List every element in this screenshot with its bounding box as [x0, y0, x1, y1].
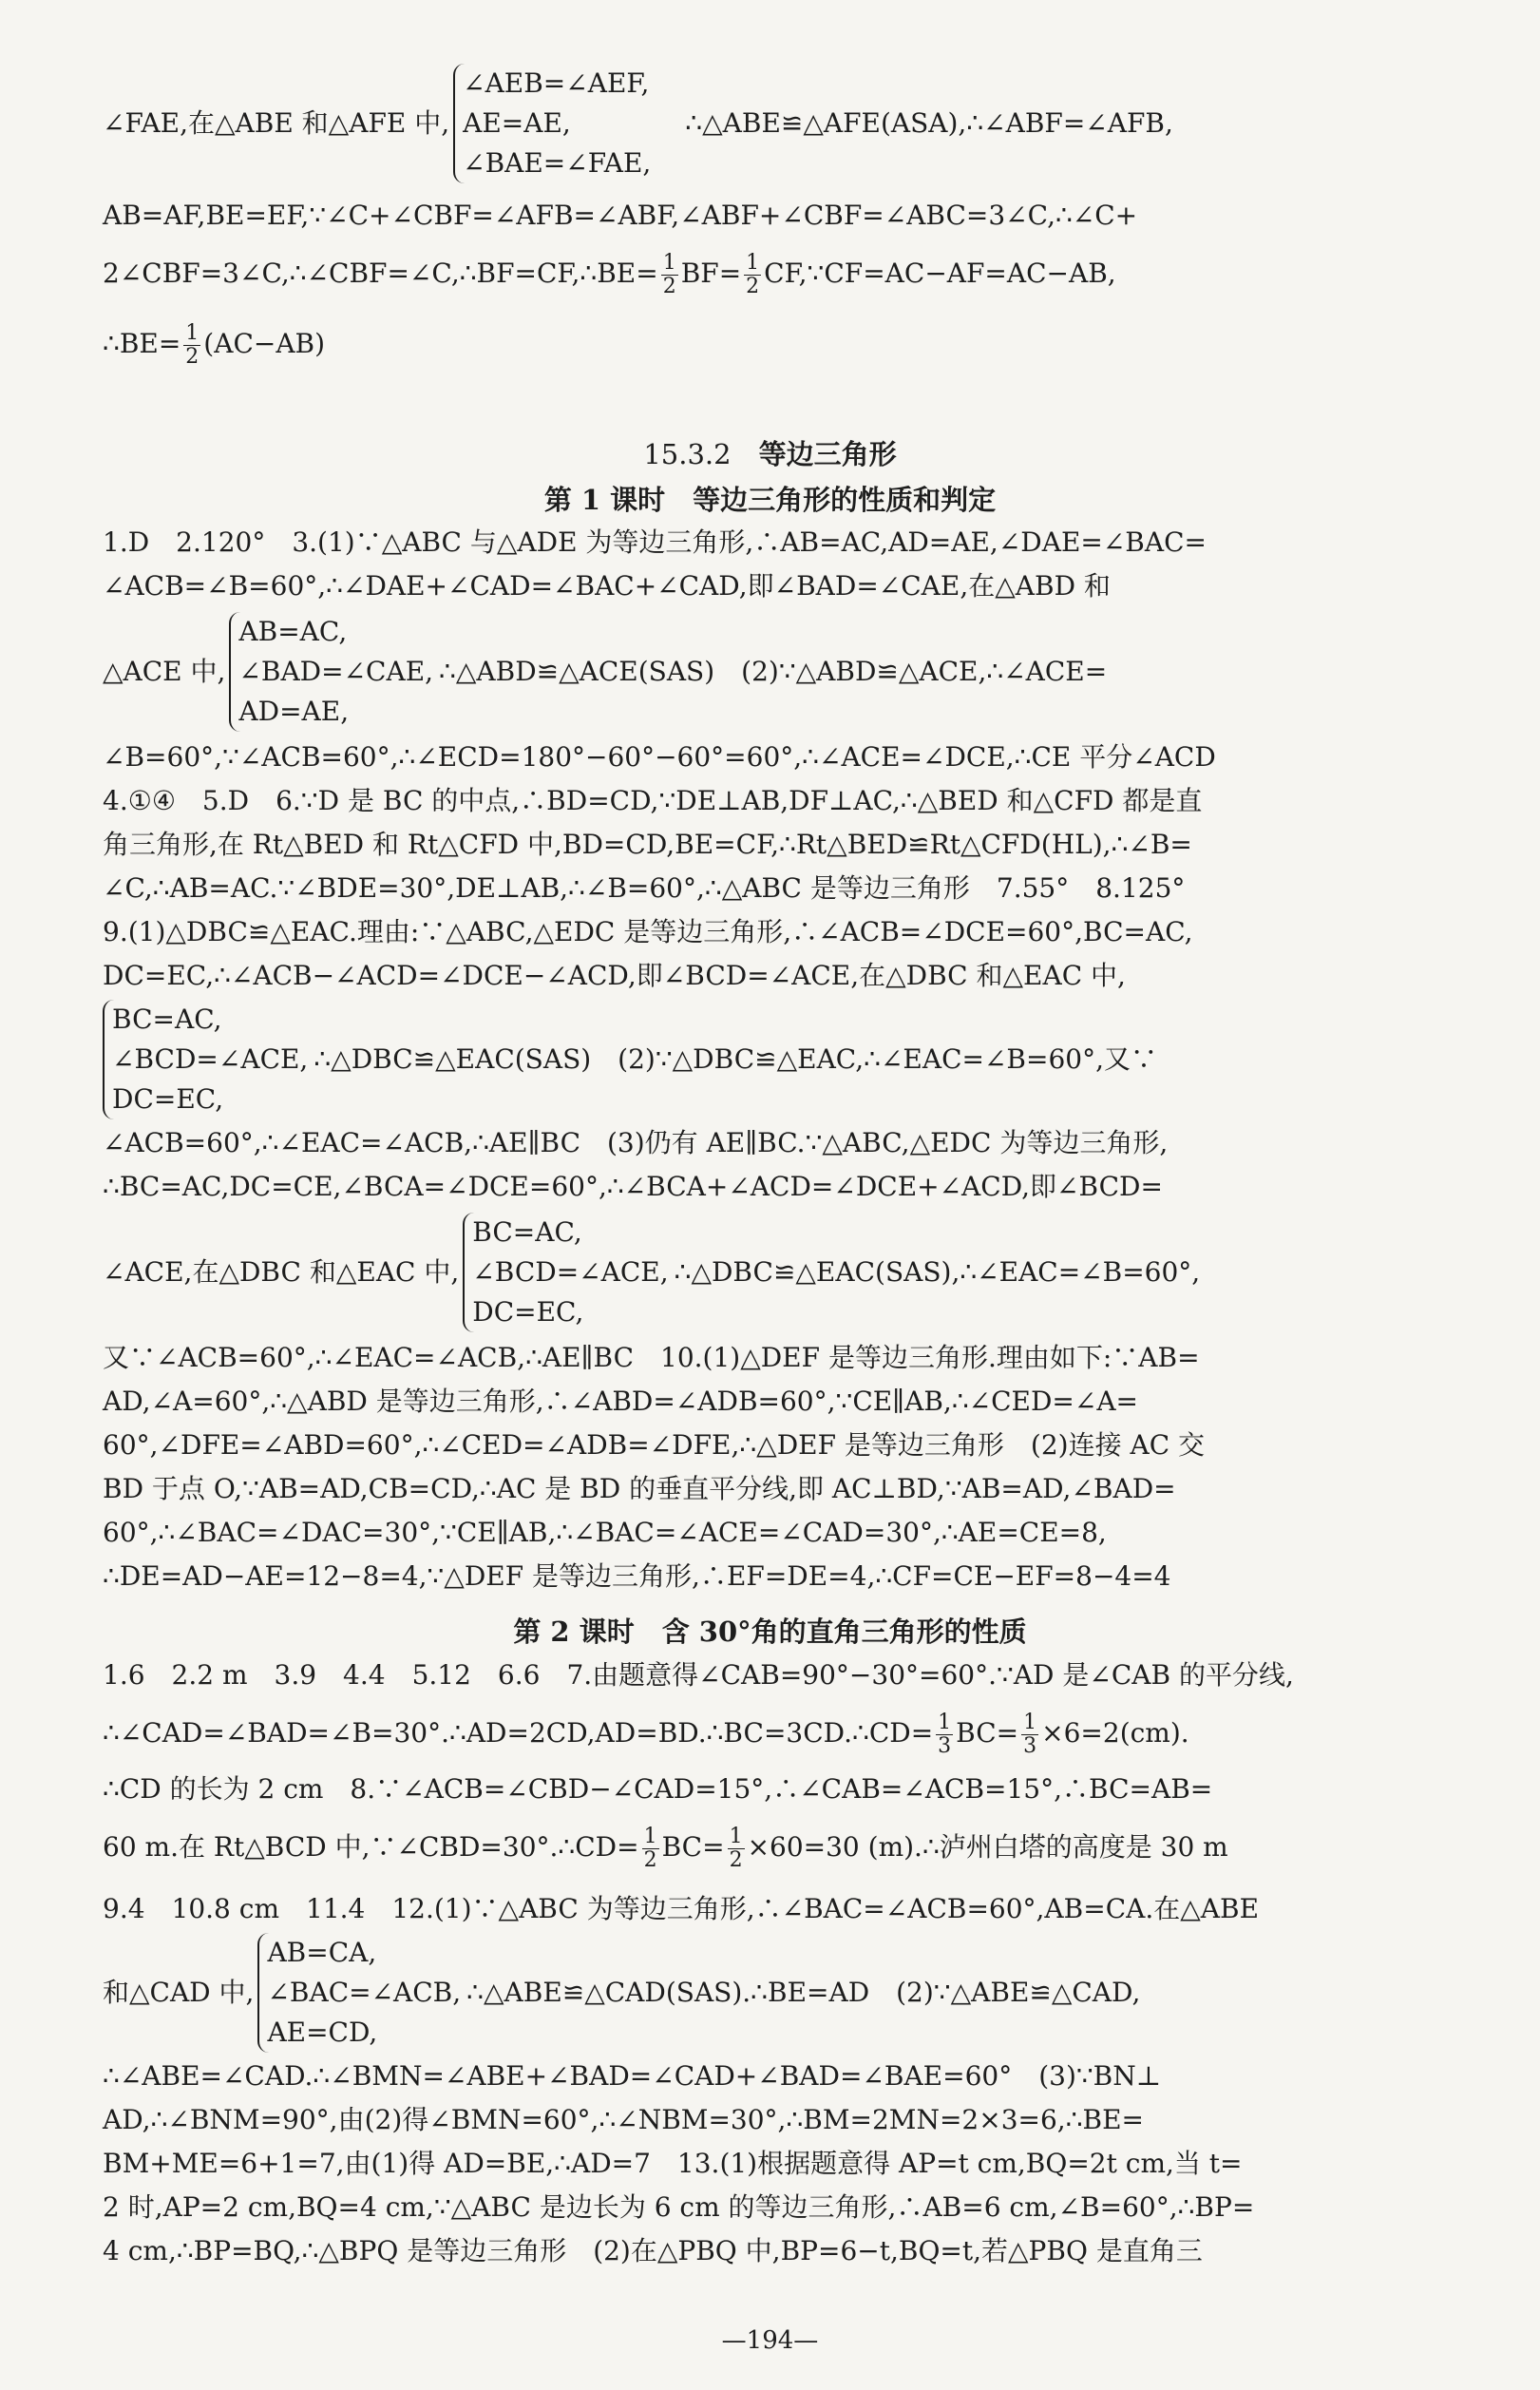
equation-system — [463, 1213, 668, 1332]
line-top-4 — [103, 315, 1433, 373]
fraction-numerator: 1 — [746, 251, 760, 275]
fraction-denominator: 3 — [1023, 1734, 1037, 1758]
equation: AE=CD, — [267, 2017, 378, 2048]
equation-system — [229, 612, 433, 732]
answer-line: 9.(1)△DBC≌△EAC.理由:∵△ABC,△EDC 是等边三角形,∴∠ACB=∠DCE=60°,BC=AC, — [103, 916, 1193, 947]
equation-system — [257, 1933, 461, 2053]
fraction-denominator: 2 — [746, 275, 760, 298]
fraction-numerator: 1 — [662, 251, 676, 275]
answer-line — [103, 1705, 1433, 1762]
answer-line: AD,∴∠BNM=90°,由(2)得∠BMN=60°,∴∠NBM=30°,∴BM=2MN=2×3=6,∴BE= — [103, 2104, 1144, 2135]
text: BC= — [661, 1831, 725, 1863]
fraction — [1021, 1711, 1038, 1758]
line-top-3 — [103, 245, 1433, 302]
equation: ∠BAC=∠ACB, — [267, 1977, 462, 2008]
text: ∴△ABE≌△CAD(SAS).∴BE=AD (2)∵△ABE≌△CAD, — [466, 1977, 1141, 2008]
answer-line — [103, 1931, 1433, 2055]
text: ∴△DBC≌△EAC(SAS) (2)∵△DBC≌△EAC,∴∠EAC=∠B=60°,又∵ — [314, 1043, 1157, 1075]
line-top-2: AB=AF,BE=EF,∵∠C+∠CBF=∠AFB=∠ABF,∠ABF+∠CBF=∠ABC=3∠C,∴∠C+ — [103, 200, 1138, 231]
equation: AD=AE, — [238, 696, 350, 727]
text: (AC−AB) — [203, 328, 326, 359]
answer-line: AD,∠A=60°,∴△ABD 是等边三角形,∴∠ABD=∠ADB=60°,∵CE∥AB,∴∠CED=∠A= — [103, 1386, 1139, 1417]
answer-line: ∠ACB=∠B=60°,∴∠DAE+∠CAD=∠BAC+∠CAD,即∠BAD=∠CAE,在△ABD 和 — [103, 570, 1111, 602]
equation: AB=CA, — [267, 1937, 377, 1968]
answer-line: 60°,∠DFE=∠ABD=60°,∴∠CED=∠ADB=∠DFE,∴△DEF 是等边三角形 (2)连接 AC 交 — [103, 1429, 1206, 1461]
equation: BC=AC, — [112, 1004, 222, 1035]
text: CF,∵CF=AC−AF=AC−AB, — [764, 258, 1116, 289]
answer-line: 又∵∠ACB=60°,∴∠EAC=∠ACB,∴AE∥BC 10.(1)△DEF 是等边三角形.理由如下:∵AB= — [103, 1342, 1200, 1373]
fraction-denominator: 2 — [643, 1848, 657, 1872]
answer-line: 1.D 2.120° 3.(1)∵△ABC 与△ADE 为等边三角形,∴AB=AC,AD=AE,∠DAE=∠BAC= — [103, 526, 1207, 558]
answer-line: DC=EC,∴∠ACB−∠ACD=∠DCE−∠ACD,即∠BCD=∠ACE,在△DBC 和△EAC 中, — [103, 960, 1126, 991]
fraction-numerator: 1 — [643, 1825, 657, 1848]
equation: DC=EC, — [472, 1296, 584, 1328]
lesson1-heading: 第 1 课时 等边三角形的性质和判定 — [543, 484, 997, 516]
answer-line: 60°,∴∠BAC=∠DAC=30°,∵CE∥AB,∴∠BAC=∠ACE=∠CAD=30°,∴AE=CE=8, — [103, 1517, 1107, 1548]
text: ∴△ABE≌△AFE(ASA),∴∠ABF=∠AFB, — [685, 107, 1173, 139]
text: △ACE 中, — [103, 656, 226, 687]
section-number: 15.3.2 — [643, 438, 732, 470]
text: 2∠CBF=3∠C,∴∠CBF=∠C,∴BF=CF,∴BE= — [103, 258, 658, 289]
equation: AE=AE, — [463, 107, 571, 139]
section-heading — [0, 433, 1540, 472]
fraction — [661, 252, 678, 298]
fraction — [728, 1826, 745, 1872]
text: ∴∠CAD=∠BAD=∠B=30°.∴AD=2CD,AD=BD.∴BC=3CD.∴CD= — [103, 1717, 934, 1749]
answer-line: 2 时,AP=2 cm,BQ=4 cm,∵△ABC 是边长为 6 cm 的等边三角形,∴AB=6 cm,∠B=60°,∴BP= — [103, 2191, 1255, 2223]
fraction-numerator: 1 — [938, 1711, 952, 1734]
answer-line — [103, 1819, 1433, 1876]
answer-line — [103, 608, 1433, 736]
equation: DC=EC, — [112, 1083, 224, 1115]
text: 60 m.在 Rt△BCD 中,∵∠CBD=30°.∴CD= — [103, 1831, 639, 1863]
answer-line: 1.6 2.2 m 3.9 4.4 5.12 6.6 7.由题意得∠CAB=90°−30°=60°.∵AD 是∠CAB 的平分线, — [103, 1659, 1294, 1691]
answer-line — [103, 998, 1433, 1121]
lesson1-block — [103, 521, 1433, 1598]
text: ∴BE= — [103, 328, 181, 359]
fraction-numerator: 1 — [729, 1825, 743, 1848]
text: ∴△ABD≌△ACE(SAS) (2)∵△ABD≌△ACE,∴∠ACE= — [439, 656, 1108, 687]
answer-line: ∠C,∴AB=AC.∵∠BDE=30°,DE⊥AB,∴∠B=60°,∴△ABC 是等边三角形 7.55° 8.125° — [103, 872, 1186, 904]
text: ∠FAE,在△ABE 和△AFE 中, — [103, 107, 450, 139]
text: ∴△DBC≌△EAC(SAS),∴∠EAC=∠B=60°, — [674, 1256, 1201, 1288]
line-top-1 — [103, 57, 1433, 190]
fraction-numerator: 1 — [1023, 1711, 1037, 1734]
equation: ∠AEB=∠AEF, — [463, 67, 650, 99]
equation: ∠BCD=∠ACE, — [112, 1043, 309, 1075]
answer-line: 9.4 10.8 cm 11.4 12.(1)∵△ABC 为等边三角形,∴∠BAC=∠ACB=60°,AB=CA.在△ABE — [103, 1893, 1260, 1924]
answer-line: 4 cm,∴BP=BQ,∴△BPQ 是等边三角形 (2)在△PBQ 中,BP=6−t,BQ=t,若△PBQ 是直角三 — [103, 2235, 1203, 2266]
fraction — [642, 1826, 659, 1872]
answer-line: BD 于点 O,∵AB=AD,CB=CD,∴AC 是 BD 的垂直平分线,即 AC⊥BD,∵AB=AD,∠BAD= — [103, 1473, 1176, 1504]
answer-line: ∴BC=AC,DC=CE,∠BCA=∠DCE=60°,∴∠BCA+∠ACD=∠DCE+∠ACD,即∠BCD= — [103, 1171, 1163, 1202]
answer-line: ∠ACB=60°,∴∠EAC=∠ACB,∴AE∥BC (3)仍有 AE∥BC.∵△ABC,△EDC 为等边三角形, — [103, 1127, 1169, 1158]
fraction — [936, 1711, 953, 1758]
continuation-block — [103, 57, 1433, 373]
equation: ∠BAE=∠FAE, — [463, 147, 652, 179]
fraction-denominator: 3 — [938, 1734, 952, 1758]
equation-system — [103, 1000, 308, 1119]
text: BF= — [680, 258, 742, 289]
text: ∠ACE,在△DBC 和△EAC 中, — [103, 1256, 460, 1288]
equation: BC=AC, — [472, 1216, 582, 1248]
answer-line: ∴∠ABE=∠CAD.∴∠BMN=∠ABE+∠BAD=∠CAD+∠BAD=∠BAE=60° (3)∵BN⊥ — [103, 2060, 1162, 2092]
section-title: 等边三角形 — [758, 438, 897, 470]
text: 和△CAD 中, — [103, 1977, 255, 2008]
equation: ∠BAD=∠CAE, — [238, 656, 434, 687]
answer-line: BM+ME=6+1=7,由(1)得 AD=BE,∴AD=7 13.(1)根据题意得 AP=t cm,BQ=2t cm,当 t= — [103, 2148, 1243, 2179]
lesson2-heading: 第 2 课时 含 30°角的直角三角形的性质 — [513, 1616, 1027, 1648]
fraction — [183, 322, 200, 369]
fraction-numerator: 1 — [185, 321, 200, 345]
fraction — [744, 252, 761, 298]
equation-system — [453, 64, 651, 183]
text: BC= — [956, 1717, 1019, 1749]
answer-line: ∠B=60°,∵∠ACB=60°,∴∠ECD=180°−60°−60°=60°,∴∠ACE=∠DCE,∴CE 平分∠ACD — [103, 741, 1216, 773]
answer-line: ∴CD 的长为 2 cm 8.∵∠ACB=∠CBD−∠CAD=15°,∴∠CAB=∠ACB=15°,∴BC=AB= — [103, 1773, 1213, 1805]
answer-line — [103, 1209, 1433, 1336]
fraction-denominator: 2 — [185, 345, 200, 369]
text: ×60=30 (m).∴泸州白塔的高度是 30 m — [747, 1831, 1228, 1863]
lesson2-block — [103, 1654, 1433, 2273]
fraction-denominator: 2 — [662, 275, 676, 298]
answer-line: 角三角形,在 Rt△BED 和 Rt△CFD 中,BD=CD,BE=CF,∴Rt△BED≌Rt△CFD(HL),∴∠B= — [103, 829, 1192, 860]
fraction-denominator: 2 — [729, 1848, 743, 1872]
text: ×6=2(cm). — [1041, 1717, 1189, 1749]
page-number: —194— — [721, 2326, 819, 2355]
answer-line: ∴DE=AD−AE=12−8=4,∵△DEF 是等边三角形,∴EF=DE=4,∴CF=CE−EF=8−4=4 — [103, 1560, 1171, 1592]
equation: AB=AC, — [238, 616, 348, 647]
answer-line: 4.①④ 5.D 6.∵D 是 BC 的中点,∴BD=CD,∵DE⊥AB,DF⊥AC,∴△BED 和△CFD 都是直 — [103, 785, 1203, 816]
equation: ∠BCD=∠ACE, — [472, 1256, 669, 1288]
